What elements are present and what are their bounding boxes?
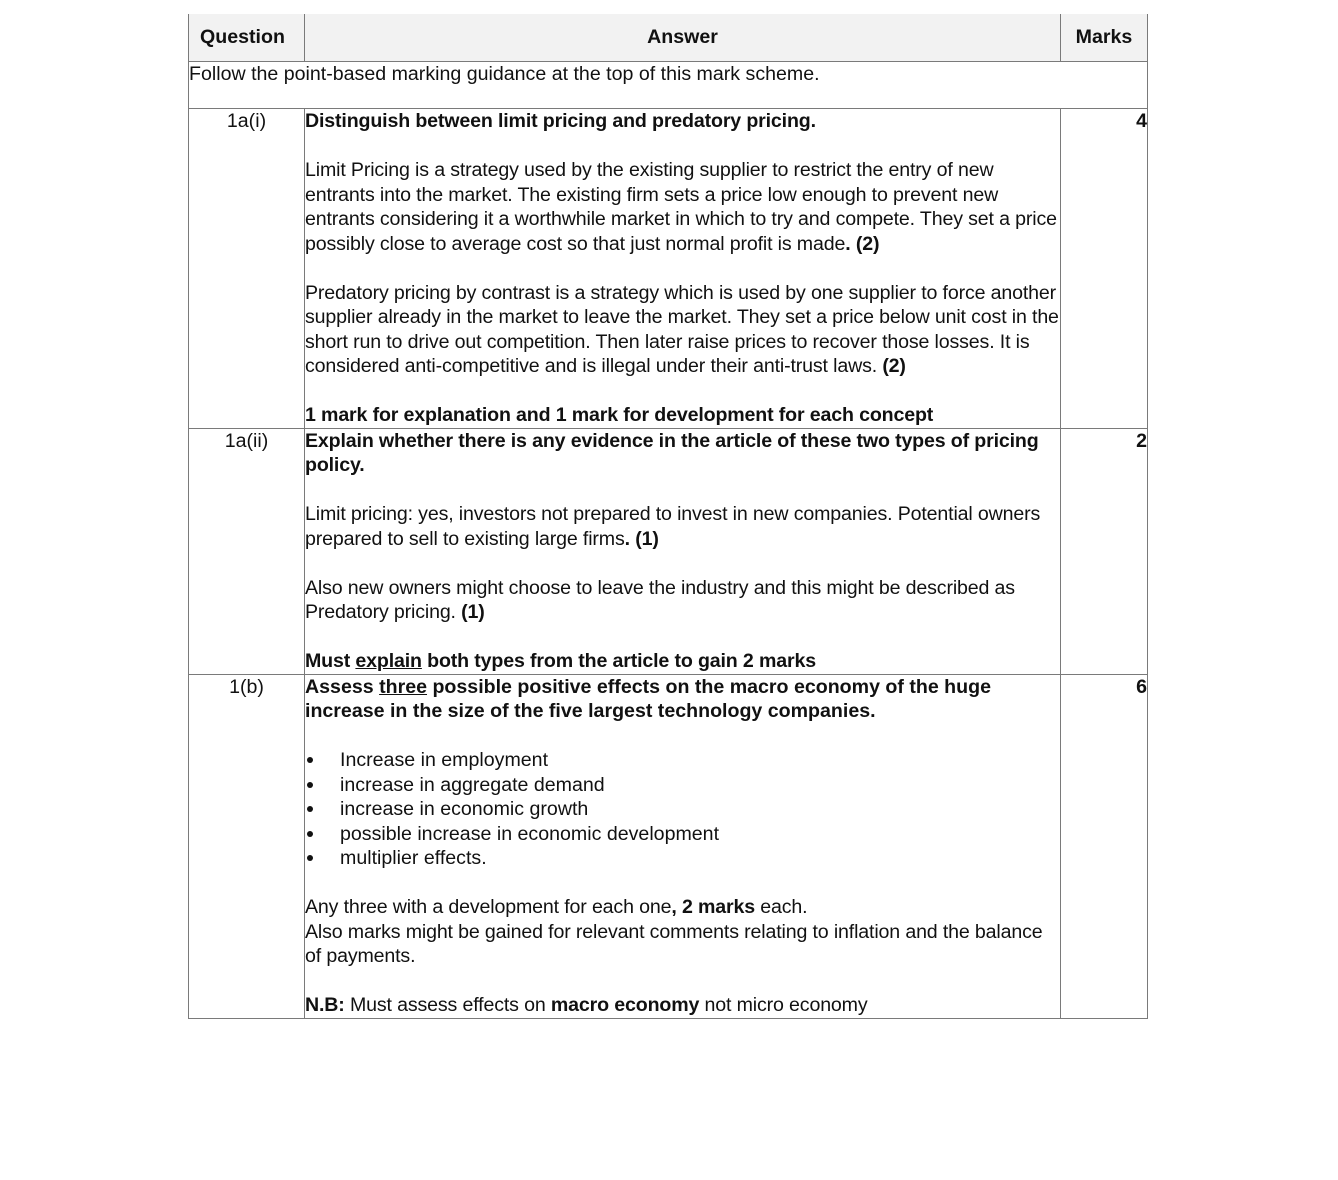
list-item-text: Increase in employment: [340, 749, 549, 771]
answer-paragraph: [305, 158, 1060, 256]
marks-value: 6: [1061, 674, 1148, 1018]
list-item: [305, 797, 1060, 822]
answer-cell: [305, 674, 1061, 1018]
table-row-1b: [189, 674, 1148, 1018]
marking-note: [305, 649, 1060, 674]
header-answer: Answer: [305, 14, 1061, 62]
note-text: both types from the article to gain 2 marks: [421, 650, 816, 672]
marking-guidance: Follow the point-based marking guidance at the top of this mark scheme.: [189, 62, 1148, 109]
effects-list: [305, 748, 1060, 871]
bullet-icon: [307, 855, 313, 861]
header-marks: Marks: [1061, 14, 1148, 62]
question-text-part: Assess: [305, 675, 380, 698]
list-item: [305, 773, 1060, 798]
marks-value: 2: [1061, 428, 1148, 674]
mark-allocation: , 2 marks: [671, 896, 755, 918]
table-row-1a-ii: [189, 428, 1148, 674]
list-item: [305, 748, 1060, 773]
note-text: Must: [305, 650, 356, 672]
answer-paragraph: Also marks might be gained for relevant comments relating to inflation and the balance of payments.: [305, 920, 1043, 967]
question-emphasis: three: [379, 675, 428, 698]
marking-note: 1 mark for explanation and 1 mark for development for each concept: [305, 404, 934, 426]
marks-value: 4: [1061, 109, 1148, 429]
mark-scheme-page: [188, 14, 1147, 1019]
guidance-row: [189, 62, 1148, 109]
question-text-part: possible positive effects on the macro economy of the huge increase in the size of the five largest technology companies.: [305, 675, 991, 722]
list-item-text: increase in economic growth: [340, 798, 589, 820]
header-question: Question: [189, 14, 305, 62]
mark-allocation: . (2): [845, 232, 880, 255]
nb-emphasis: macro economy: [550, 994, 700, 1016]
answer-paragraph: [305, 281, 1060, 379]
table-row-1a-i: [189, 109, 1148, 429]
answer-cell: [305, 428, 1061, 674]
header-row: [189, 14, 1148, 62]
answer-text: Limit Pricing is a strategy used by the existing supplier to restrict the entry of new entrants into the market. The existing firm sets a price low enough to prevent new entrants considering it a worthwhile market in which to try and compete. They set a price possibly close to average cost so that just normal profit is made: [305, 159, 1057, 255]
answer-cell: [305, 109, 1061, 429]
question-id: 1a(i): [189, 109, 305, 429]
note-emphasis: explain: [355, 650, 422, 672]
answer-paragraph: [305, 576, 1060, 625]
answer-text: each.: [755, 896, 808, 918]
list-item: [305, 846, 1060, 871]
answer-text: Limit pricing: yes, investors not prepared to invest in new companies. Potential owners prepared to sell to existing large firms: [305, 503, 1041, 550]
answer-text: Predatory pricing by contrast is a strategy which is used by one supplier to force another supplier already in the market to leave the market. They set a price below unit cost in the short run to drive out competition. Then later raise prices to recover those losses. It is considered anti-competitive and is illegal under their anti-trust laws.: [305, 281, 1059, 377]
mark-allocation: (2): [882, 355, 906, 377]
nb-label: N.B:: [305, 994, 345, 1016]
question-text: Distinguish between limit pricing and predatory pricing.: [305, 110, 816, 132]
mark-allocation: . (1): [624, 527, 659, 550]
list-item: [305, 822, 1060, 847]
bullet-icon: [307, 757, 313, 763]
nb-text: Must assess effects on: [344, 994, 551, 1016]
mark-scheme-table: [188, 14, 1148, 1019]
question-id: 1(b): [189, 674, 305, 1018]
bullet-icon: [307, 782, 313, 788]
question-id: 1a(ii): [189, 428, 305, 674]
nb-note: [305, 993, 1060, 1018]
list-item-text: possible increase in economic development: [340, 822, 720, 845]
answer-paragraph: [305, 895, 1060, 920]
bullet-icon: [307, 831, 313, 837]
question-text: [305, 675, 1060, 724]
mark-allocation: (1): [461, 601, 485, 623]
answer-text: Any three with a development for each one: [305, 896, 672, 918]
question-text: Explain whether there is any evidence in the article of these two types of pricing policy.: [305, 429, 1039, 476]
answer-paragraph: [305, 502, 1060, 551]
answer-text: Also new owners might choose to leave the industry and this might be described as Predatory pricing.: [305, 576, 1015, 623]
list-item-text: multiplier effects.: [340, 847, 487, 869]
bullet-icon: [307, 806, 313, 812]
list-item-text: increase in aggregate demand: [340, 773, 605, 796]
nb-text: not micro economy: [699, 994, 868, 1016]
